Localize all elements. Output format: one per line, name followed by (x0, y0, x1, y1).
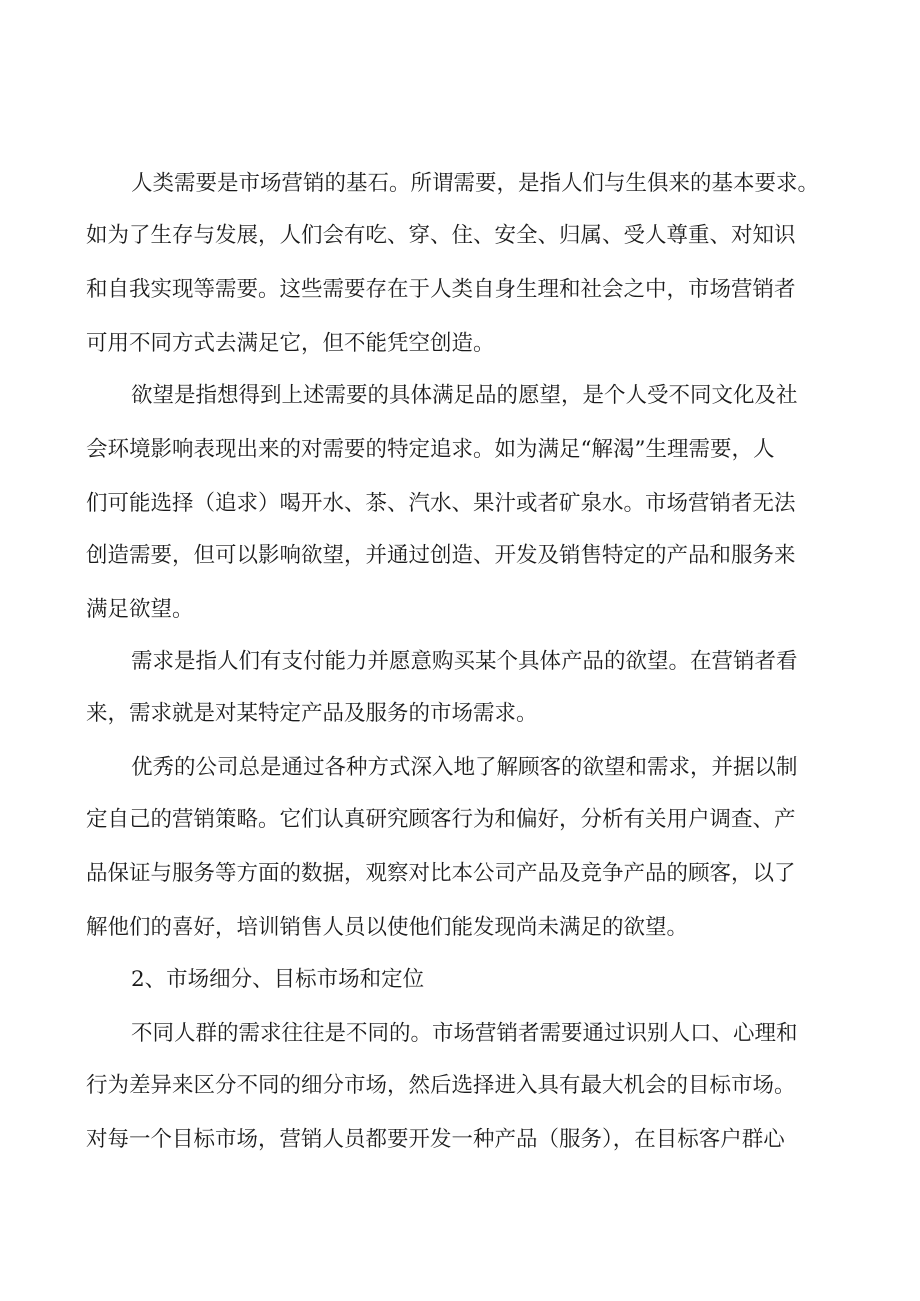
paragraph-wants-line-4: 创造需要，但可以影响欲望，并通过创造、开发及销售特定的产品和服务来 (86, 543, 796, 568)
paragraph-wants-line-5: 满足欲望。 (86, 597, 194, 622)
paragraph-demands-line-2: 来，需求就是对某特定产品及服务的市场需求。 (86, 701, 538, 726)
paragraph-excellent-companies-line-3: 品保证与服务等方面的数据，观察对比本公司产品及竞争产品的顾客，以了 (86, 861, 796, 886)
paragraph-wants-line-3: 们可能选择（追求）喝开水、茶、汽水、果汁或者矿泉水。市场营销者无法 (86, 491, 796, 516)
paragraph-excellent-companies-line-1: 优秀的公司总是通过各种方式深入地了解顾客的欲望和需求，并据以制 (131, 755, 798, 780)
paragraph-segmentation-line-1: 不同人群的需求往往是不同的。市场营销者需要通过识别人口、心理和 (131, 1021, 798, 1046)
paragraph-human-needs-line-2: 如为了生存与发展，人们会有吃、穿、住、安全、归属、受人尊重、对知识 (86, 223, 796, 248)
paragraph-excellent-companies-line-2: 定自己的营销策略。它们认真研究顾客行为和偏好，分析有关用户调查、产 (86, 807, 796, 832)
paragraph-segmentation-line-3: 对每一个目标市场，营销人员都要开发一种产品（服务），在目标客户群心 (86, 1127, 785, 1152)
paragraph-wants-line-2: 会环境影响表现出来的对需要的特定追求。如为满足“解渴”生理需要，人 (86, 437, 775, 462)
paragraph-human-needs-line-3: 和自我实现等需要。这些需要存在于人类自身生理和社会之中，市场营销者 (86, 277, 796, 302)
paragraph-wants-line-1: 欲望是指想得到上述需要的具体满足品的愿望，是个人受不同文化及社 (131, 383, 798, 408)
section-heading-segmentation: 2、市场细分、目标市场和定位 (131, 967, 425, 992)
paragraph-demands-line-1: 需求是指人们有支付能力并愿意购买某个具体产品的欲望。在营销者看 (131, 649, 798, 674)
paragraph-human-needs-line-4: 可用不同方式去满足它，但不能凭空创造。 (86, 331, 495, 356)
paragraph-human-needs-line-1: 人类需要是市场营销的基石。所谓需要，是指人们与生俱来的基本要求。 (131, 171, 820, 196)
paragraph-segmentation-line-2: 行为差异来区分不同的细分市场，然后选择进入具有最大机会的目标市场。 (86, 1073, 796, 1098)
paragraph-excellent-companies-line-4: 解他们的喜好，培训销售人员以使他们能发现尚未满足的欲望。 (86, 915, 689, 940)
